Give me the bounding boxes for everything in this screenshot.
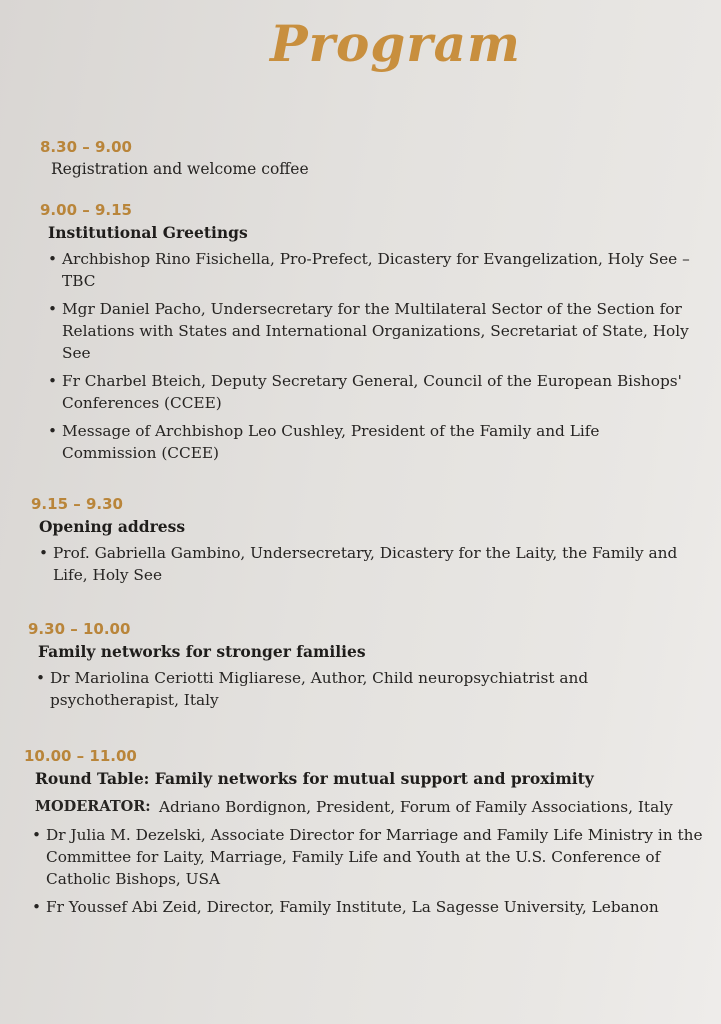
speaker-text: Mgr Daniel Pacho, Undersecretary for the Multilateral Sector of the Section for Relations with States and International Organizations, Secretariat of State, Holy See bbox=[62, 300, 689, 362]
bullet-icon: • bbox=[39, 544, 49, 562]
bullet-icon: • bbox=[48, 422, 58, 440]
session-time: 10.00 – 11.00 bbox=[24, 747, 137, 765]
list-item bbox=[48, 370, 692, 414]
session-description: Registration and welcome coffee bbox=[51, 160, 309, 178]
list-item bbox=[32, 896, 716, 918]
list-item bbox=[32, 824, 706, 890]
page-title: Program bbox=[270, 14, 521, 73]
speaker-text: Dr Julia M. Dezelski, Associate Director for Marriage and Family Life Ministry in the Committee for Laity, Marriage, Family Life and Youth at the U.S. Conference of Catholic Bishops, USA bbox=[46, 826, 703, 888]
speaker-text: Dr Mariolina Ceriotti Migliarese, Author, Child neuropsychiatrist and psychotherapist, Italy bbox=[50, 669, 589, 709]
list-item bbox=[36, 667, 660, 711]
list-item bbox=[48, 420, 662, 464]
moderator-text: Adriano Bordignon, President, Forum of Family Associations, Italy bbox=[159, 798, 673, 816]
speaker-list bbox=[31, 542, 681, 586]
session-institutional-greetings bbox=[40, 199, 690, 470]
speaker-text: Fr Youssef Abi Zeid, Director, Family Institute, La Sagesse University, Lebanon bbox=[46, 898, 659, 916]
speaker-list bbox=[40, 248, 690, 464]
session-time: 8.30 – 9.00 bbox=[40, 138, 132, 156]
moderator-label: MODERATOR: bbox=[35, 798, 151, 815]
session-heading: Opening address bbox=[39, 517, 186, 536]
session-time: 9.30 – 10.00 bbox=[28, 620, 131, 638]
bullet-icon: • bbox=[32, 898, 42, 916]
list-item bbox=[48, 298, 692, 364]
session-round-table bbox=[24, 745, 704, 924]
bullet-icon: • bbox=[32, 826, 42, 844]
session-family-networks bbox=[28, 618, 678, 717]
bullet-icon: • bbox=[36, 669, 46, 687]
session-registration bbox=[40, 136, 680, 181]
session-opening-address bbox=[31, 493, 681, 592]
session-time: 9.15 – 9.30 bbox=[31, 495, 123, 513]
speaker-text: Prof. Gabriella Gambino, Undersecretary, Dicastery for the Laity, the Family and Life, Holy See bbox=[53, 544, 678, 584]
speaker-text: Message of Archbishop Leo Cushley, President of the Family and Life Commission (CCEE) bbox=[62, 422, 600, 462]
bullet-icon: • bbox=[48, 250, 58, 268]
moderator-line bbox=[35, 796, 699, 818]
speaker-text: Fr Charbel Bteich, Deputy Secretary General, Council of the European Bishops' Conferences (CCEE) bbox=[62, 372, 682, 412]
session-heading: Round Table: Family networks for mutual support and proximity bbox=[35, 769, 594, 788]
list-item bbox=[39, 542, 688, 586]
session-heading: Family networks for stronger families bbox=[38, 642, 366, 661]
bullet-icon: • bbox=[48, 300, 58, 318]
bullet-icon: • bbox=[48, 372, 58, 390]
list-item bbox=[48, 248, 692, 292]
session-heading: Institutional Greetings bbox=[48, 223, 248, 242]
speaker-list bbox=[24, 824, 704, 918]
session-time: 9.00 – 9.15 bbox=[40, 201, 132, 219]
speaker-list bbox=[28, 667, 678, 711]
speaker-text: Archbishop Rino Fisichella, Pro-Prefect, Dicastery for Evangelization, Holy See – TBC bbox=[62, 250, 690, 290]
